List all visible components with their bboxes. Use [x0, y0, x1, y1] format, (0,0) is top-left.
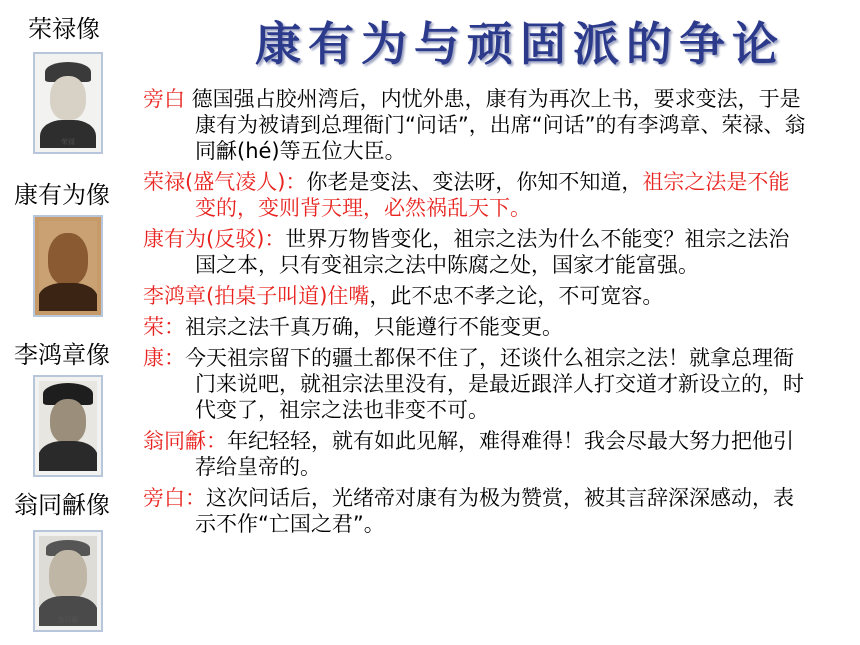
dialogue-text: 这次问话后，光绪帝对康有为极为赞赏，被其言辞深深感动，表示不作“亡国之君”。: [195, 486, 794, 536]
speaker-label: 康：: [143, 346, 185, 370]
dialogue-line-kang: [143, 345, 808, 423]
dialogue-text: 今天祖宗留下的疆土都保不住了，还谈什么祖宗之法！就拿总理衙门来说吧，就祖宗法里没有，是最近跟洋人打交道才新设立的，时代变了，祖宗之法也非变不可。: [185, 346, 804, 422]
portrait-caption-ronglu: 荣禄像: [28, 15, 100, 43]
speaker-label: 荣禄(盛气凌人)：: [143, 170, 307, 194]
portrait-caption-kangyouwei: 康有为像: [14, 181, 110, 209]
dialogue-text: 你老是变法、变法呀，你知不知道，: [306, 170, 643, 194]
portrait-kangyouwei-icon: [33, 215, 103, 317]
dialogue-text: 德国强占胶州湾后，内忧外患，康有为再次上书，要求变法，于是康有为被请到总理衙门“问话”，出席“问话”的有李鸿章、荣禄、翁同龢(hé)等五位大臣。: [185, 87, 806, 163]
dialogue-line-ronglu: [143, 169, 808, 221]
speaker-label: 翁同龢：: [143, 429, 227, 453]
portrait-tag: 翁同龢: [57, 616, 79, 624]
portrait-wengtonghe-icon: [33, 530, 103, 632]
portrait-caption-lihongzhang: 李鸿章像: [14, 341, 110, 369]
dialogue-text: 祖宗之法千真万确，只能遵行不能变更。: [185, 315, 563, 339]
speaker-label: 荣：: [143, 315, 185, 339]
page-title: 康有为与顽固派的争论: [255, 17, 785, 71]
speaker-label: 康有为(反驳)：: [143, 227, 286, 251]
dialogue-line-lihongzhang: [143, 283, 808, 309]
speaker-label: 李鸿章(拍桌子叫道)住嘴: [143, 284, 370, 308]
portrait-caption-wengtonghe: 翁同龢像: [14, 491, 110, 519]
portrait-lihongzhang-icon: [33, 375, 103, 477]
speaker-label: 旁白: [143, 87, 185, 111]
dialogue-line-narrator-end: [143, 485, 808, 537]
dialogue-text: 年纪轻轻，就有如此见解，难得难得！我会尽最大努力把他引荐给皇帝的。: [195, 429, 794, 479]
dialogue-text: 世界万物皆变化，祖宗之法为什么不能变？祖宗之法治国之本，只有变祖宗之法中陈腐之处，国家才能富强。: [195, 227, 790, 277]
portrait-tag: 荣禄: [61, 138, 75, 146]
dialogue-content: [143, 86, 808, 542]
dialogue-line-rong: [143, 314, 808, 340]
dialogue-line-wengtonghe: [143, 428, 808, 480]
dialogue-text: ，此不忠不孝之论，不可宽容。: [369, 284, 664, 308]
dialogue-text-emphasis: 祖宗之法是不能变的，变则背天理，必然祸乱天下。: [195, 170, 790, 220]
speaker-label: 旁白：: [143, 486, 206, 510]
portrait-ronglu-icon: [33, 52, 103, 154]
dialogue-line-narrator: [143, 86, 808, 164]
dialogue-line-kangyouwei: [143, 226, 808, 278]
